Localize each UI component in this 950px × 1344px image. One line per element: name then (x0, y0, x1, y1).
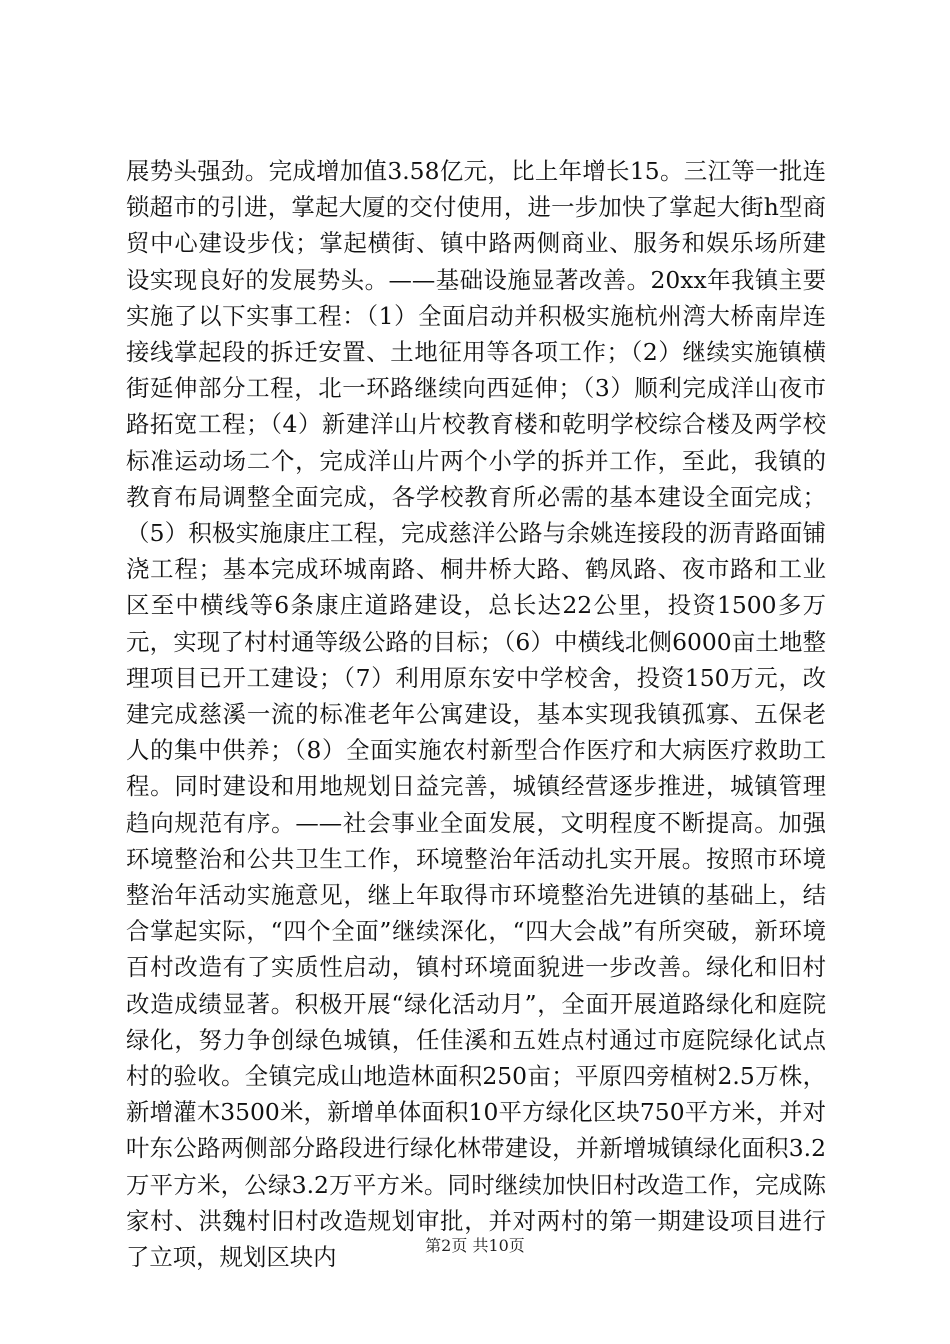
page-number-footer: 第2页 共10页 (425, 1236, 525, 1255)
body-paragraph: 展势头强劲。完成增加值3.58亿元，比上年增长15。三江等一批连锁超市的引进，掌起大厦的交付使用，进一步加快了掌起大街h型商贸中心建设步伐；掌起横街、镇中路两侧商业、服务和娱乐场所建设实现良好的发展势头。——基础设施显著改善。20xx年我镇主要实施了以下实事工程：（1）全面启动并积极实施杭州湾大桥南岸连接线掌起段的拆迁安置、土地征用等各项工作；（2）继续实施镇横街延伸部分工程，北一环路继续向西延伸；（3）顺利完成洋山夜市路拓宽工程；（4）新建洋山片校教育楼和乾明学校综合楼及两学校标准运动场二个，完成洋山片两个小学的拆并工作，至此，我镇的教育布局调整全面完成，各学校教育所必需的基本建设全面完成；（5）积极实施康庄工程，完成慈洋公路与余姚连接段的沥青路面铺浇工程；基本完成环城南路、桐井桥大路、鹤凤路、夜市路和工业区至中横线等6条康庄道路建设，总长达22公里，投资1500多万元，实现了村村通等级公路的目标；（6）中横线北侧6000亩土地整理项目已开工建设；（7）利用原东安中学校舍，投资150万元，改建完成慈溪一流的标准老年公寓建设，基本实现我镇孤寡、五保老人的集中供养；（8）全面实施农村新型合作医疗和大病医疗救助工程。同时建设和用地规划日益完善，城镇经营逐步推进，城镇管理趋向规范有序。——社会事业全面发展，文明程度不断提高。加强环境整治和公共卫生工作，环境整治年活动扎实开展。按照市环境整治年活动实施意见，继上年取得市环境整治先进镇的基础上，结合掌起实际，“四个全面”继续深化，“四大会战”有所突破，新环境百村改造有了实质性启动，镇村环境面貌进一步改善。绿化和旧村改造成绩显著。积极开展“绿化活动月”，全面开展道路绿化和庭院绿化，努力争创绿色城镇，任佳溪和五姓点村通过市庭院绿化试点村的验收。全镇完成山地造林面积250亩；平原四旁植树2.5万株，新增灌木3500米，新增单体面积10平方绿化区块750平方米，并对叶东公路两侧部分路段进行绿化林带建设，并新增城镇绿化面积3.2万平方米，公绿3.2万平方米。同时继续加快旧村改造工作，完成陈家村、洪魏村旧村改造规划审批，并对两村的第一期建设项目进行了立项，规划区块内 (126, 157, 826, 1272)
